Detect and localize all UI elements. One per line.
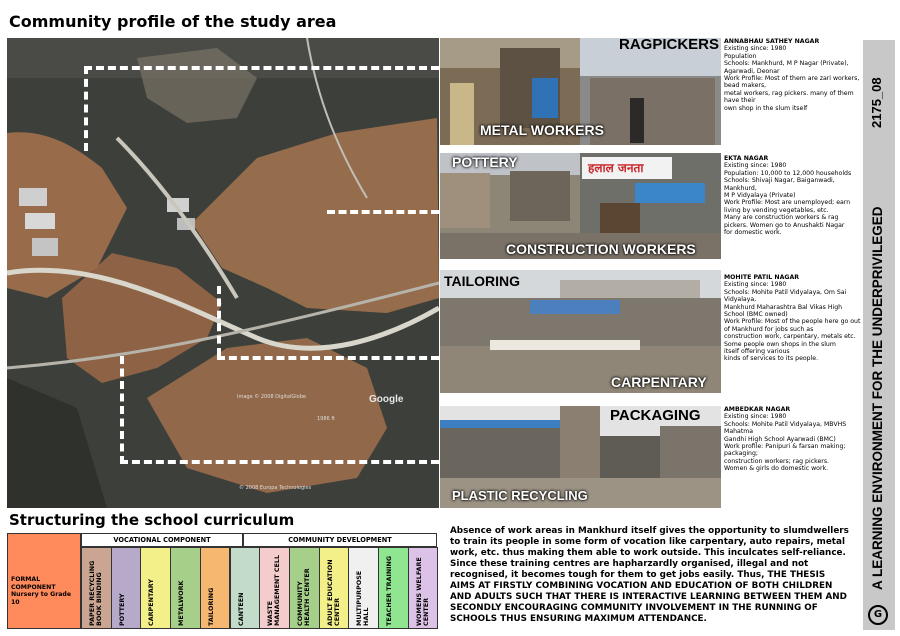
study-area-boundary-bottom: [120, 460, 439, 464]
info-line: Gandhi High School Ayarwadi (BMC): [724, 435, 836, 443]
info-line: construction work, carpentary, metals etc. Some people own shops in the slum: [724, 333, 856, 348]
study-area-boundary-left: [84, 66, 88, 151]
info-line: Schools: Shivaji Nagar, Baiganwadi, Mankhurd,: [724, 177, 835, 192]
info-mohite: [724, 274, 862, 363]
photo-panel-pottery: [440, 153, 721, 259]
info-line: for domestic work.: [724, 229, 782, 237]
label-pottery: POTTERY: [452, 154, 518, 170]
info-line: Work profile: Panipuri & farsan making; packaging;: [724, 443, 846, 458]
info-line: Work Profile: Most of them are zari workers, bead makers,: [724, 75, 860, 90]
curriculum-column-label: WASTE MANAGEMENT CELL: [266, 554, 282, 626]
curriculum-column: [81, 547, 112, 629]
info-ambedkar: [724, 406, 862, 473]
vocational-header-label: VOCATIONAL COMPONENT: [113, 536, 211, 544]
label-construction-workers: CONSTRUCTION WORKERS: [506, 241, 696, 257]
curriculum-table: [7, 533, 437, 629]
info-line: itself offering various: [724, 348, 790, 356]
curriculum-column-label: PAPER RECYCLING BOOK BINDING: [88, 560, 103, 626]
curriculum-column-label: TAILORING: [206, 587, 215, 626]
info-line: Women & girls do domestic work.: [724, 465, 829, 473]
info-line: Work Profile: Most are unemployed; earn living by vending vegetables, etc.: [724, 199, 851, 214]
info-line: Existing since: 1980: [724, 45, 787, 53]
curriculum-column: [348, 547, 379, 629]
info-line: Existing since: 1980: [724, 162, 787, 170]
info-line: Mankhurd Maharashtra Bal Vikas High School (BMC owned): [724, 303, 843, 319]
photo-panel-packaging: [440, 406, 721, 508]
curriculum-column-label: METALWORK: [177, 580, 186, 626]
map-credit-2: © 2008 Europa Technologies: [239, 485, 312, 491]
label-packaging: PACKAGING: [610, 407, 701, 424]
info-line: metal workers, rag pickers. many of them have their: [724, 89, 854, 105]
info-annabhau: [724, 38, 862, 112]
info-mohite-name: MOHITE PATIL NAGAR: [724, 274, 799, 281]
label-carpentary: CARPENTARY: [611, 374, 707, 390]
page-title: Community profile of the study area: [9, 12, 337, 31]
curriculum-column-label: MULTIPURPOSE HALL: [355, 570, 371, 626]
curriculum-column: [289, 547, 320, 629]
label-tailoring: TAILORING: [444, 273, 520, 289]
curriculum-column-label: TEACHER TRAINING: [385, 555, 393, 626]
project-title: A LEARNING ENVIRONMENT FOR THE UNDERPRIVILEGED: [870, 206, 885, 590]
info-line: Schools: Mohite Patil Vidyalaya, MBVHS Mahatma: [724, 420, 847, 436]
info-ambedkar-name: AMBEDKAR NAGAR: [724, 406, 791, 413]
curriculum-column-label: ADULT EDUCATION CENTER: [325, 559, 341, 626]
formal-component-cell: [7, 533, 81, 629]
curriculum-column-label: CARPENTARY: [147, 579, 156, 626]
label-ragpickers: RAGPICKERS: [619, 38, 720, 53]
label-plastic-recycling: PLASTIC RECYCLING: [452, 488, 588, 503]
info-annabhau-name: ANNABHAU SATHEY NAGAR: [724, 38, 820, 45]
info-line: construction workers; rag pickers.: [724, 457, 830, 465]
info-line: Schools: Mankhurd, M P Nagar (Private), Agarwadi, Deonar: [724, 60, 849, 75]
info-line: Existing since: 1980: [724, 281, 787, 289]
sidebar: [863, 40, 895, 630]
curriculum-column: [408, 547, 439, 629]
study-area-boundary-inner: [217, 286, 221, 356]
project-code: 2175_08: [869, 77, 884, 128]
vocational-header: [81, 533, 243, 547]
map-credit-1: Image © 2008 DigitalGlobe: [237, 394, 306, 400]
curriculum-column-label: COMMUNITY HEALTH CENTER: [295, 568, 311, 626]
aerial-map: [7, 38, 439, 508]
curriculum-column: [319, 547, 350, 629]
map-scale: 1986 ft: [317, 416, 335, 422]
curriculum-column: [170, 547, 201, 629]
curriculum-column-label: POTTERY: [117, 593, 126, 626]
curriculum-column: [378, 547, 409, 629]
photo-panel-tailoring: [440, 270, 721, 393]
study-area-boundary-top: [84, 66, 439, 70]
info-ekta: [724, 155, 862, 236]
curriculum-title: Structuring the school curriculum: [9, 511, 295, 529]
info-line: Existing since: 1980: [724, 413, 787, 421]
label-metal-workers: METAL WORKERS: [480, 122, 604, 138]
curriculum-column-label: CANTEEN: [236, 592, 245, 626]
study-area-boundary-inner-h: [217, 356, 439, 360]
info-line: Work Profile: Most of the people here go out of Mankhurd for jobs such as: [724, 318, 861, 333]
community-header: [243, 533, 437, 547]
curriculum-column: [140, 547, 171, 629]
info-line: kinds of services to its people.: [724, 355, 819, 363]
info-line: Schools: Mohite Patil Vidyalaya, Om Sai Vidyalaya,: [724, 288, 847, 304]
study-area-boundary-left2: [120, 356, 124, 464]
info-line: M P Vidyalaya (Private): [724, 192, 796, 200]
study-area-boundary-mid: [327, 210, 439, 214]
google-watermark: Google: [369, 394, 404, 405]
description-paragraph: Absence of work areas in Mankhurd itself gives the opportunity to slumdwellers to train its people in some form of vocation like carpentary, auto repairs, metal work, etc. thus making them able to work outside. This inculcates self-reliance. Since these training centres are hapharzardly organised, illegal and not recognised, it becomes tough for them to get jobs easily. Thus, THE THESIS AIMS AT FIRSTLY COMBINING VOCATION AND EDUCATION OF BOTH CHILDREN AND ADULTS SUCH THAT THERE IS INTERACTIVE LEARNING BETWEEN THEM AND SECONDLY ENCOURAGING COMMUNITY INVOLVEMENT IN THE RUNNING OF SCHOOLS THUS ENSURING MAXIMUM ATTENDANCE.: [450, 526, 849, 624]
info-line: Population: 10,000 to 12,000 households: [724, 169, 852, 177]
curriculum-column: [259, 547, 290, 629]
community-header-label: COMMUNITY DEVELOPMENT: [288, 536, 392, 544]
shop-signboard: हलाल जनता: [588, 161, 644, 175]
formal-component-label: FORMAL COMPONENT Nursery to Grade 10: [11, 576, 72, 606]
curriculum-column: [200, 547, 231, 629]
curriculum-column-label: WOMENS WELFARE CENTER: [414, 557, 430, 626]
info-line: own shop in the slum itself: [724, 104, 808, 112]
info-line: Many are construction workers & rag pickers. Women go to Anushakti Nagar: [724, 214, 845, 229]
info-line: Population: [724, 52, 757, 60]
info-ekta-name: EKTA NAGAR: [724, 155, 769, 162]
photo-panel-ragpickers: [440, 38, 721, 145]
curriculum-column: [111, 547, 142, 629]
curriculum-column: [230, 547, 261, 629]
logo-icon: G: [868, 605, 888, 625]
